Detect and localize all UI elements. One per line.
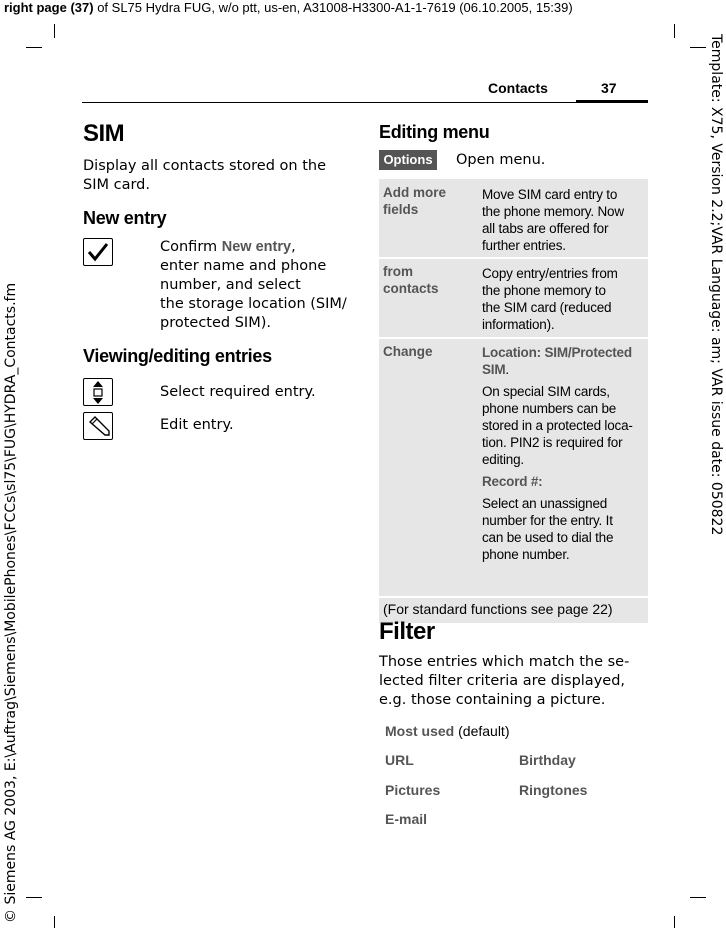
sim-heading: SIM (83, 120, 125, 147)
side-copyright: © Siemens AG 2003, E:\Auftrag\Siemens\MobilePhones\FCCs\sl75\FUG\HYDRA_Contacts.fm (3, 282, 19, 923)
side-template-info: Template: X75, Version 2.2;VAR Language: am; VAR issue date: 050822 (708, 34, 724, 536)
page-number: 37 (601, 80, 617, 96)
crop-mark (26, 897, 42, 898)
header-rest: of SL75 Hydra FUG, w/o ptt, us-en, A31008-H3300-A1-1-7619 (06.10.2005, 15:39) (93, 0, 573, 15)
crop-mark (54, 24, 55, 38)
row-label-from-contacts: from contacts (383, 264, 439, 296)
edit-entry-text: Edit entry. (160, 417, 234, 433)
row-label-change: Change (383, 344, 433, 359)
pencil-key-icon (83, 412, 113, 440)
crop-mark (26, 47, 42, 48)
header-rule (82, 102, 576, 103)
filter-option-most-used: Most used (default) (385, 723, 510, 739)
viewing-editing-heading: Viewing/editing entries (83, 346, 272, 366)
open-menu-text: Open menu. (456, 152, 546, 168)
row-description: Location: SIM/Protected SIM. On special SIM cards, phone numbers can be stored in a protected loca- tion. PIN2 is required for editing. Record #: Select an unassigned number for the entry. It can be used to dial the phone number. (482, 345, 633, 562)
crop-mark (674, 24, 675, 38)
table-row (379, 179, 648, 257)
filter-heading: Filter (379, 618, 435, 645)
select-entry-text: Select required entry. (160, 384, 316, 400)
standard-functions-note: (For standard functions see page 22) (383, 601, 613, 617)
new-entry-softkey: New entry (221, 239, 292, 255)
filter-option-birthday: Birthday (519, 752, 576, 768)
header-rule-thick (576, 100, 648, 103)
new-entry-instructions: Confirm New entry, enter name and phone number, and select the storage location (SIM/ protected SIM). (160, 239, 347, 331)
table-row (379, 339, 648, 596)
filter-option-pictures: Pictures (385, 782, 441, 798)
filter-description: Those entries which match the se- lected filter criteria are displayed, e.g. those containing a picture. (379, 654, 630, 708)
filter-option-url: URL (385, 752, 414, 768)
filter-option-email: E-mail (385, 811, 428, 827)
row-description: Copy entry/entries from the phone memory to the SIM card (reduced information). (482, 266, 618, 332)
checkmark-key-icon (83, 238, 113, 266)
sim-description: Display all contacts stored on the SIM card. (83, 158, 326, 193)
options-softkey[interactable]: Options (379, 150, 437, 170)
header-bold: right page (37) (4, 0, 94, 15)
crop-mark (54, 916, 55, 928)
row-description: Move SIM card entry to the phone memory. Now all tabs are offered for further entries. (482, 187, 624, 253)
table-row (379, 259, 648, 337)
crop-mark (674, 916, 675, 928)
navigation-key-icon (83, 378, 113, 406)
page-section-title: Contacts (488, 80, 548, 96)
editing-menu-heading: Editing menu (379, 122, 490, 142)
new-entry-heading: New entry (83, 208, 167, 228)
document-header (4, 0, 573, 15)
filter-option-ringtones: Ringtones (519, 782, 588, 798)
row-label-add-more-fields: Add more fields (383, 185, 447, 217)
